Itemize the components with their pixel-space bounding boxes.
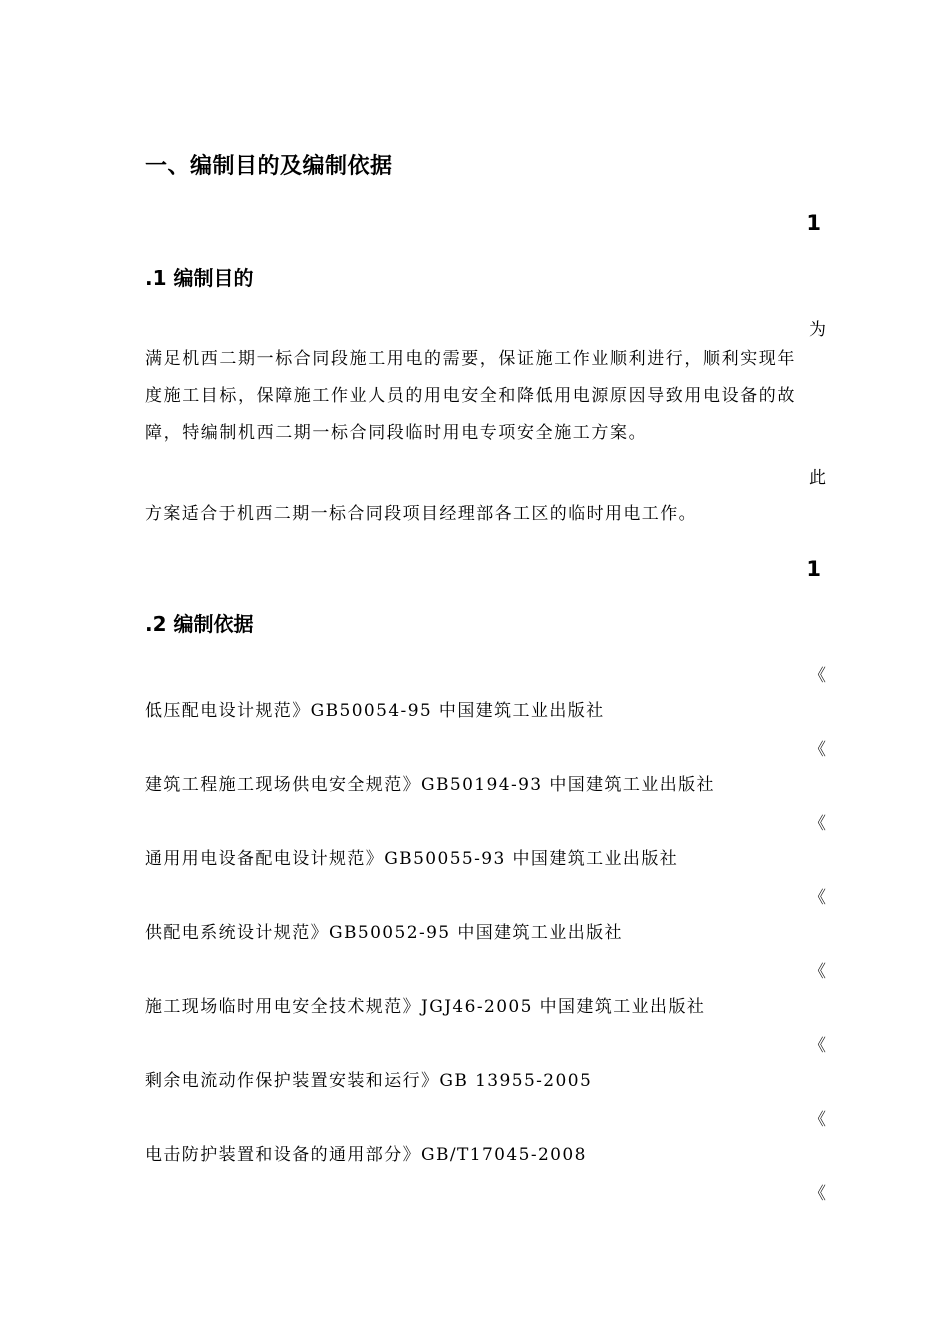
subsection-2-number: 1 bbox=[806, 557, 821, 581]
paragraph-1-lead: 为 bbox=[809, 320, 826, 340]
reference-5-lead: 《 bbox=[809, 962, 826, 982]
paragraph-2-body: 方案适合于机西二期一标合同段项目经理部各工区的临时用电工作。 bbox=[145, 504, 697, 524]
reference-5-text: 施工现场临时用电安全技术规范》JGJ46-2005 中国建筑工业出版社 bbox=[145, 997, 706, 1017]
reference-1-lead: 《 bbox=[809, 666, 826, 686]
paragraph-1-body: 满足机西二期一标合同段施工用电的需要，保证施工作业顺利进行，顺利实现年度施工目标，保障施工作业人员的用电安全和降低用电源原因导致用电设备的故障，特编制机西二期一标合同段临时用电专项安全施工方案。 bbox=[145, 349, 796, 443]
paragraph-2-lead: 此 bbox=[809, 468, 826, 488]
reference-7-lead: 《 bbox=[809, 1110, 826, 1130]
reference-3-lead: 《 bbox=[809, 814, 826, 834]
reference-2-text: 建筑工程施工现场供电安全规范》GB50194-93 中国建筑工业出版社 bbox=[145, 775, 715, 795]
reference-6-lead: 《 bbox=[809, 1036, 826, 1056]
subsection-2-heading: .2 编制依据 bbox=[145, 612, 254, 636]
reference-1-text: 低压配电设计规范》GB50054-95 中国建筑工业出版社 bbox=[145, 701, 605, 721]
reference-7-text: 电击防护装置和设备的通用部分》GB/T17045-2008 bbox=[145, 1145, 587, 1165]
reference-4-text: 供配电系统设计规范》GB50052-95 中国建筑工业出版社 bbox=[145, 923, 623, 943]
reference-8-lead: 《 bbox=[809, 1184, 826, 1204]
reference-4-lead: 《 bbox=[809, 888, 826, 908]
subsection-1-number: 1 bbox=[806, 211, 821, 235]
section-heading: 一、编制目的及编制依据 bbox=[145, 154, 393, 179]
subsection-1-heading: .1 编制目的 bbox=[145, 266, 254, 290]
reference-6-text: 剩余电流动作保护装置安装和运行》GB 13955-2005 bbox=[145, 1071, 593, 1091]
reference-2-lead: 《 bbox=[809, 740, 826, 760]
reference-3-text: 通用用电设备配电设计规范》GB50055-93 中国建筑工业出版社 bbox=[145, 849, 679, 869]
